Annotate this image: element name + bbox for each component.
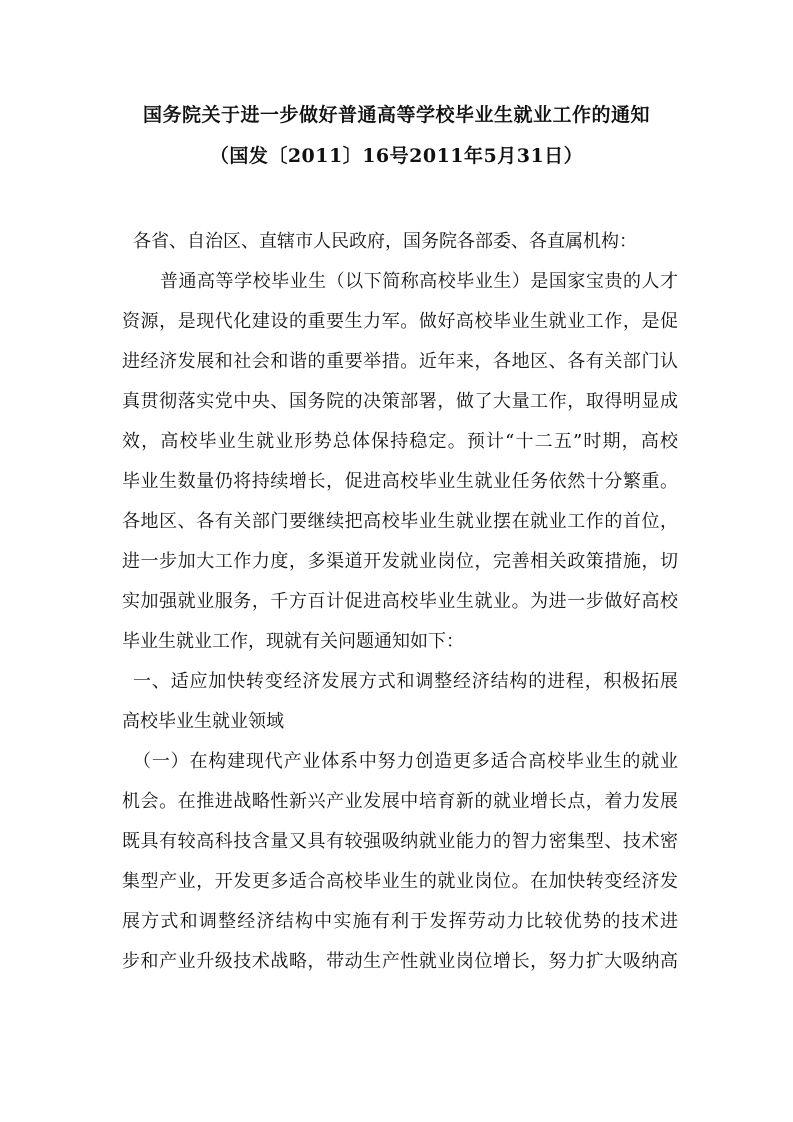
subsection-line xyxy=(133,750,678,774)
body-line xyxy=(122,950,678,974)
body-text: 资源，是现代化建设的重要生力军。做好高校毕业生就业工作，是促 xyxy=(122,311,679,332)
body-text: 普通高等学校毕业生（以下简称高校毕业生）是国家宝贵的人才 xyxy=(160,271,679,292)
body-line xyxy=(122,430,678,454)
body-text: 进一步加大工作力度，多渠道开发就业岗位，完善相关政策措施，切 xyxy=(122,551,679,572)
body-text: 效，高校毕业生就业形势总体保持稳定。预计“十二五”时期，高校 xyxy=(122,431,680,452)
body-line xyxy=(122,630,678,654)
body-text: 毕业生数量仍将持续增长，促进高校毕业生就业任务依然十分繁重。 xyxy=(122,471,679,492)
salutation-line xyxy=(133,230,673,254)
body-line xyxy=(122,910,678,934)
body-text: 真贯彻落实党中央、国务院的决策部署，做了大量工作，取得明显成 xyxy=(122,391,679,412)
document-title: 国务院关于进一步做好普通高等学校毕业生就业工作的通知 xyxy=(142,104,650,126)
body-text: 机会。在推进战略性新兴产业发展中培育新的就业增长点，着力发展 xyxy=(122,791,679,812)
body-line xyxy=(122,510,678,534)
body-text: 展方式和调整经济结构中实施有利于发挥劳动力比较优势的技术进 xyxy=(122,911,680,932)
section-heading-text: 一、适应加快转变经济发展方式和调整经济结构的进程，积极拓展 xyxy=(133,671,679,692)
body-line xyxy=(122,550,678,574)
body-line xyxy=(122,870,678,894)
body-line xyxy=(122,470,678,494)
body-text: 毕业生就业工作，现就有关问题通知如下： xyxy=(122,631,464,652)
body-line xyxy=(122,590,678,614)
document-subtitle: （国发〔2011〕16号2011年5月31日） xyxy=(209,145,584,167)
body-line xyxy=(160,270,678,294)
body-line xyxy=(122,350,678,374)
body-text: 各地区、各有关部门要继续把高校毕业生就业摆在就业工作的首位， xyxy=(122,511,679,532)
body-line xyxy=(122,310,678,334)
body-line xyxy=(122,830,678,854)
section-heading-line xyxy=(133,670,678,694)
salutation-text: 各省、自治区、直辖市人民政府，国务院各部委、各直属机构： xyxy=(133,231,637,252)
section-heading-line xyxy=(122,710,678,734)
body-text: 既具有较高科技含量又具有较强吸纳就业能力的智力密集型、技术密 xyxy=(122,831,679,852)
body-line xyxy=(122,390,678,414)
subsection-text: （一）在构建现代产业体系中努力创造更多适合高校毕业生的就业 xyxy=(133,751,679,772)
body-text: 集型产业，开发更多适合高校毕业生的就业岗位。在加快转变经济发 xyxy=(122,871,679,892)
body-text: 进经济发展和社会和谐的重要举措。近年来，各地区、各有关部门认 xyxy=(122,351,679,372)
body-line xyxy=(122,790,678,814)
body-text: 实加强就业服务，千方百计促进高校毕业生就业。为进一步做好高校 xyxy=(122,591,679,612)
section-heading-text: 高校毕业生就业领域 xyxy=(122,711,284,732)
body-text: 步和产业升级技术战略，带动生产性就业岗位增长，努力扩大吸纳高 xyxy=(122,951,679,972)
